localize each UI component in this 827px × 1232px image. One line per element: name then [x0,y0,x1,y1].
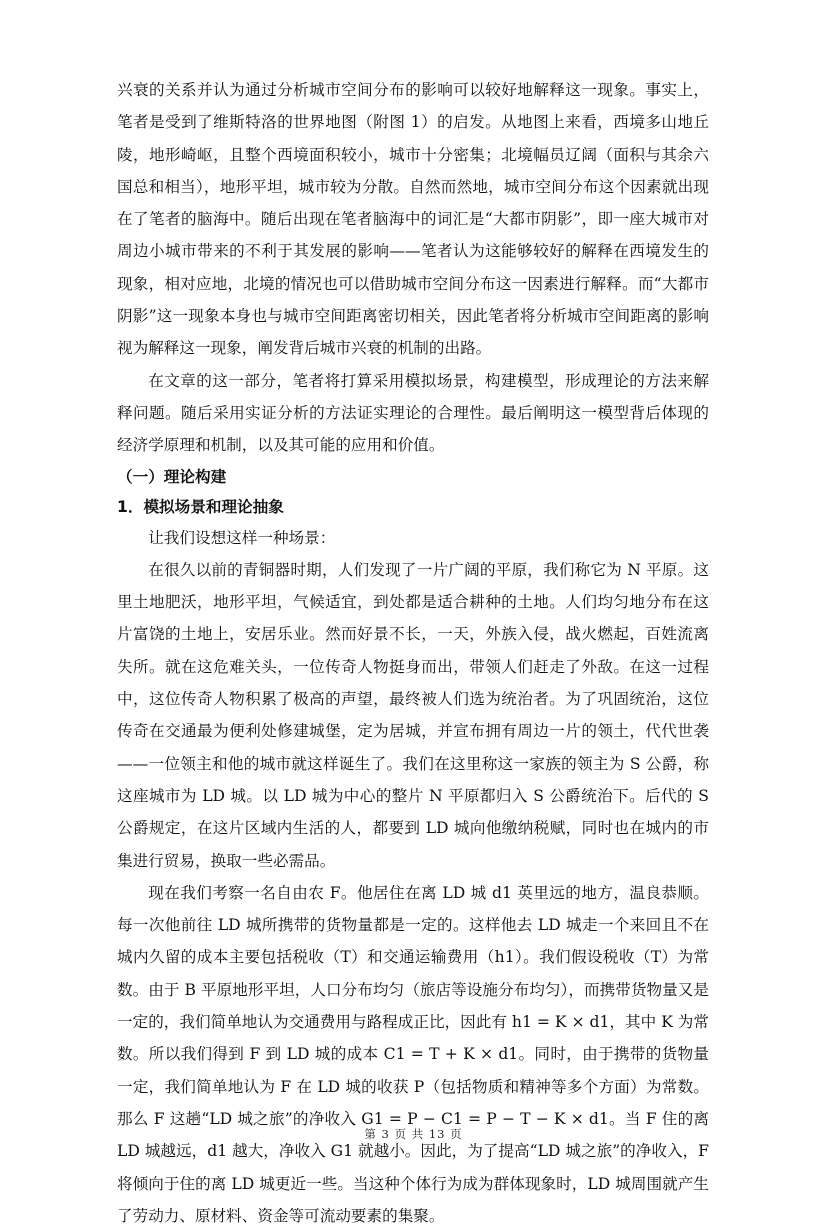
subsection-heading: 1．模拟场景和理论抽象 [117,497,284,516]
document-body [117,74,709,1232]
page-footer: 第 3 页 共 13 页 [364,1127,463,1141]
paragraph-5: 现在我们考察一名自由农 F。他居住在离 LD 城 d1 英里远的地方，温良恭顺。每一次他前往 LD 城所携带的货物量都是一定的。这样他去 LD 城走一个来回且不在城内久留的成本主要包括税收（T）和交通运输费用（h1）。我们假设税收（T）为常数。由于 B 平原地形平坦，人口分布均匀（旅店等设施分布均匀），而携带货物量又是一定的，我们简单地认为交通费用与路程成正比，因此有 h1 = K × d1，其中 K 为常数。所以我们得到 F 到 LD 城的成本 C1 = T + K × d1。同时，由于携带的货物量一定，我们简单地认为 F 在 LD 城的收获 P（包括物质和精神等多个方面）为常数。那么 F 这趟“LD 城之旅”的净收入 G1 = P − C1 = P − T − K × d1。当 F 住的离 LD 城越远，d1 越大，净收入 G1 就越小。因此，为了提高“LD 城之旅”的净收入，F 将倾向于住的离 LD 城更近一些。当这种个体行为成为群体现象时，LD 城周围就产生了劳动力、原材料、资金等可流动要素的集聚。 [117,883,709,1225]
paragraph-1: 兴衰的关系并认为通过分析城市空间分布的影响可以较好地解释这一现象。事实上，笔者是受到了维斯特洛的世界地图（附图 1）的启发。从地图上来看，西境多山地丘陵，地形崎岖，且整个西境面积较小，城市十分密集；北境幅员辽阔（面积与其余六国总和相当），地形平坦，城市较为分散。自然而然地，城市空间分布这个因素就出现在了笔者的脑海中。随后出现在笔者脑海中的词汇是“大都市阴影”，即一座大城市对周边小城市带来的不利于其发展的影响——笔者认为这能够较好的解释在西境发生的现象，相对应地，北境的情况也可以借助城市空间分布这一因素进行解释。而“大都市阴影”这一现象本身也与城市空间距离密切相关，因此笔者将分析城市空间距离的影响视为解释这一现象，阐发背后城市兴衰的机制的出路。 [117,81,709,358]
paragraph-2: 在文章的这一部分，笔者将打算采用模拟场景，构建模型，形成理论的方法来解释问题。随后采用实证分析的方法证实理论的合理性。最后阐明这一模型背后体现的经济学原理和机制，以及其可能的应用和价值。 [117,371,709,455]
paragraph-3: 让我们设想这样一种场景： [148,528,336,547]
paragraph-4: 在很久以前的青铜器时期，人们发现了一片广阔的平原，我们称它为 N 平原。这里土地肥沃，地形平坦，气候适宜，到处都是适合耕种的土地。人们均匀地分布在这片富饶的土地上，安居乐业。然而好景不长，一天，外族入侵，战火燃起，百姓流离失所。就在这危难关头，一位传奇人物挺身而出，带领人们赶走了外敌。在这一过程中，这位传奇人物积累了极高的声望，最终被人们选为统治者。为了巩固统治，这位传奇在交通最为便利处修建城堡，定为居城，并宣布拥有周边一片的领土，代代世袭——一位领主和他的城市就这样诞生了。我们在这里称这一家族的领主为 S 公爵，称这座城市为 LD 城。以 LD 城为中心的整片 N 平原都归入 S 公爵统治下。后代的 S 公爵规定，在这片区域内生活的人，都要到 LD 城向他缴纳税赋，同时也在城内的市集进行贸易，换取一些必需品。 [117,560,709,870]
section-heading: （一）理论构建 [117,467,227,486]
